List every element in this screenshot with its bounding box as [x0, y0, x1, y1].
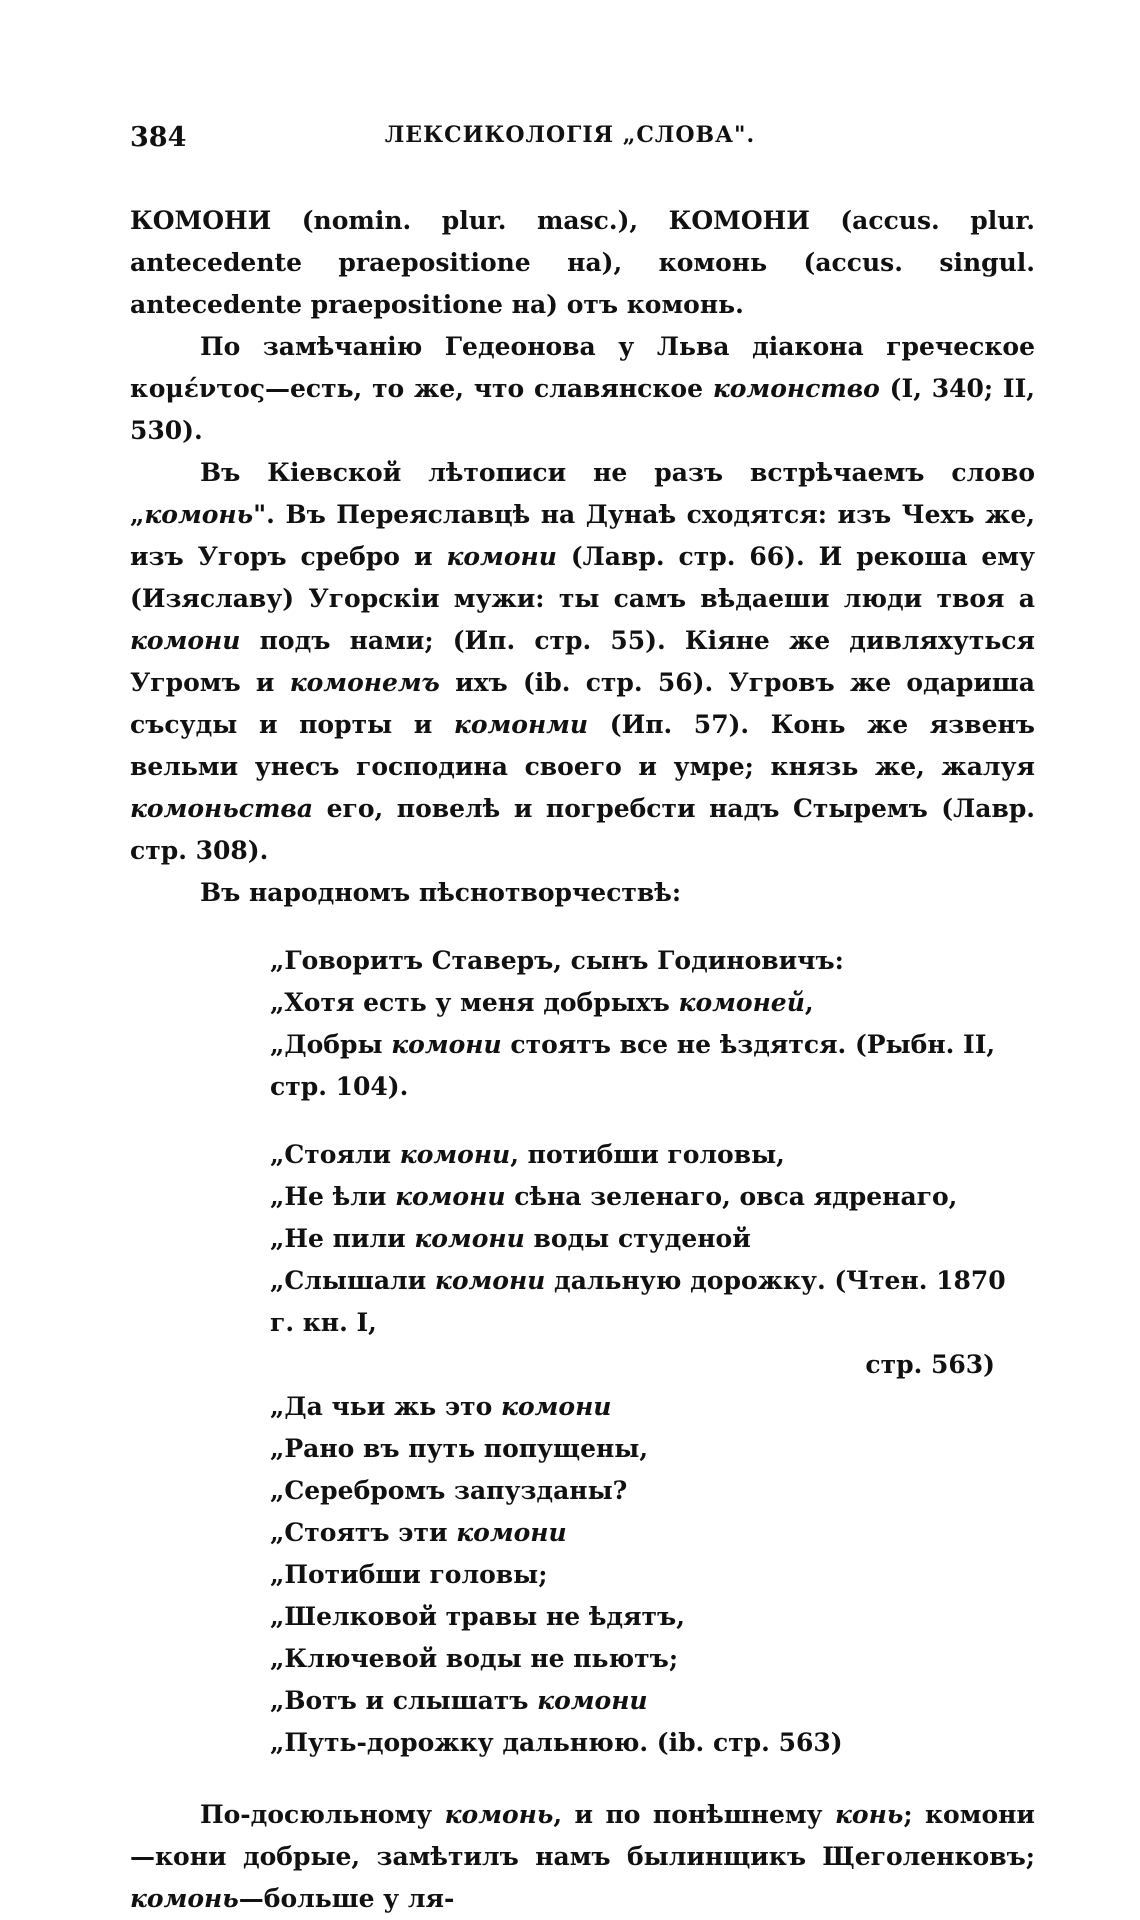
- closing-it2: конь: [835, 1800, 904, 1829]
- verse-italic: комони: [414, 1224, 525, 1253]
- headword-2: КОМОНИ: [668, 206, 810, 235]
- verse-text: „Хотя есть у меня добрыхъ: [270, 988, 679, 1017]
- p2-it6: комоньства: [130, 794, 314, 823]
- p2-c: (Лавр. стр. 66). И рекоша ему (Изяславу) Угорскіи мужи: ты самъ вѣдаеши люди твоя а: [130, 542, 1035, 613]
- verse-line: [130, 1638, 1035, 1680]
- verse-text: „Шелковой травы не ѣдятъ,: [270, 1602, 685, 1631]
- verse-line: [130, 1024, 1035, 1108]
- verse-text-end: воды студеной: [524, 1224, 751, 1253]
- verse-text: „Не пили: [270, 1224, 415, 1253]
- p1-end: (I, 340; II, 530).: [130, 374, 1036, 445]
- verse-italic: комони: [456, 1518, 567, 1547]
- p2-it1: комонь: [144, 500, 254, 529]
- verse-source: [130, 1344, 1035, 1386]
- closing-a: По-досюльному: [200, 1800, 445, 1829]
- paragraph-closing: [130, 1794, 1035, 1920]
- verse-line: [130, 1176, 1035, 1218]
- verse-text: „Путь-дорожку дальнюю. (ib. стр. 563): [270, 1728, 843, 1757]
- verse-text-end: , потибши головы,: [510, 1140, 785, 1169]
- verse-line: [130, 1386, 1035, 1428]
- verse-text: „Добры: [270, 1030, 392, 1059]
- p2-d: подъ нами; (Ип. стр. 55). Кіяне же дивляхуться Угромъ и: [130, 626, 1035, 697]
- verse-line: [130, 1512, 1035, 1554]
- verse-text-end: сѣна зеленаго, овса ядренаго,: [505, 1182, 958, 1211]
- verse-italic: комони: [399, 1140, 511, 1169]
- verse-line: [130, 1554, 1035, 1596]
- verse-text-end: ,: [804, 988, 814, 1017]
- verse-stanza-1: [130, 940, 1035, 1108]
- entry-heading: [130, 200, 1035, 326]
- verse-text-end: дальную дорожку. (Чтен. 1870 г. кн. I,: [270, 1266, 1006, 1337]
- verse-line: [130, 1218, 1035, 1260]
- verse-text: „Рано въ путь попущены,: [270, 1434, 649, 1463]
- p2-g: его, повелѣ и погребсти надъ Стыремъ (Лавр. стр. 308).: [130, 794, 1035, 865]
- verse-source-text: стр. 563): [865, 1350, 995, 1379]
- verse-italic: комони: [395, 1182, 506, 1211]
- verse-line: [130, 1596, 1035, 1638]
- p2-it3: комони: [130, 626, 241, 655]
- paragraph-gedeonov: [130, 326, 1035, 452]
- entry-grammar-2: (accus. plur. antecedente praepositione на), комонь (accus. singul. antecedente praepositione на) отъ комонь.: [130, 206, 1035, 319]
- p2-a: Въ Кіевской лѣтописи не разъ встрѣчаемъ слово „: [130, 458, 1035, 529]
- verse-text: „Говоритъ Ставеръ, сынъ Годиновичъ:: [270, 946, 844, 975]
- page-body: [130, 200, 1035, 1920]
- verse-stanza-3: [130, 1386, 1035, 1764]
- verse-text: „Стоятъ эти: [270, 1518, 457, 1547]
- headword: КОМОНИ: [130, 206, 272, 235]
- verse-line: [130, 1134, 1035, 1176]
- verse-text: „Серебромъ запузданы?: [270, 1476, 628, 1505]
- page-number: 384: [130, 122, 187, 153]
- closing-it1: комонь: [444, 1800, 554, 1829]
- verse-italic: комони: [391, 1030, 502, 1059]
- p2-b: ". Въ Переяславцѣ на Дунаѣ сходятся: изъ Чехъ же, изъ Угоръ сребро и: [130, 500, 1035, 571]
- p1-italic: комонство: [712, 374, 880, 403]
- p1-text: По замѣчанію Гедеонова у Льва діакона греческое κομέντος—есть, то же, что славянское: [130, 332, 1035, 403]
- paragraph-folk: Въ народномъ пѣснотворчествѣ:: [200, 878, 682, 907]
- verse-italic: комони: [434, 1266, 546, 1295]
- closing-it3: комонь: [130, 1884, 239, 1913]
- closing-c: ; комони—кони добрые, замѣтилъ намъ былинщикъ Щеголенковъ;: [130, 1800, 1035, 1871]
- p2-it2: комони: [446, 542, 557, 571]
- closing-d: —больше у ля-: [238, 1884, 455, 1913]
- verse-italic: комоней: [678, 988, 805, 1017]
- verse-line: [130, 982, 1035, 1024]
- verse-text: „Вотъ и слышатъ: [270, 1686, 538, 1715]
- verse-line: [130, 1428, 1035, 1470]
- verse-text: „Слышали: [270, 1266, 435, 1295]
- verse-line: [130, 1470, 1035, 1512]
- verse-text: „Потибши головы;: [270, 1560, 548, 1589]
- verse-stanza-2: [130, 1134, 1035, 1386]
- verse-line: [130, 940, 1035, 982]
- paragraph-chronicle: [130, 452, 1035, 872]
- verse-line: [130, 1260, 1035, 1344]
- verse-line: [130, 1722, 1035, 1764]
- verse-line: [130, 1680, 1035, 1722]
- p2-it4: комонемъ: [289, 668, 440, 697]
- entry-grammar-1: (nomin. plur. masc.),: [271, 206, 669, 235]
- verse-italic: комони: [501, 1392, 612, 1421]
- verse-text: „Ключевой воды не пьютъ;: [270, 1644, 679, 1673]
- p2-e: ихъ (ib. стр. 56). Угровъ же одариша съсуды и порты и: [130, 668, 1035, 739]
- p2-it5: комонми: [453, 710, 589, 739]
- verse-italic: комони: [537, 1686, 648, 1715]
- p2-f: (Ип. 57). Конь же язвенъ вельми унесъ господина своего и умре; князь же, жалуя: [130, 710, 1035, 781]
- closing-b: , и по понѣшнему: [553, 1800, 836, 1829]
- verse-text: „Да чьи жь это: [270, 1392, 502, 1421]
- verse-text: „Стояли: [270, 1140, 400, 1169]
- verse-text: „Не ѣли: [270, 1182, 396, 1211]
- verse-text-end: стоятъ все не ѣздятся. (Рыбн. II, стр. 104).: [270, 1030, 996, 1101]
- page-header: [130, 122, 1010, 162]
- running-title: ЛЕКСИКОЛОГІЯ „СЛОВА".: [384, 122, 756, 148]
